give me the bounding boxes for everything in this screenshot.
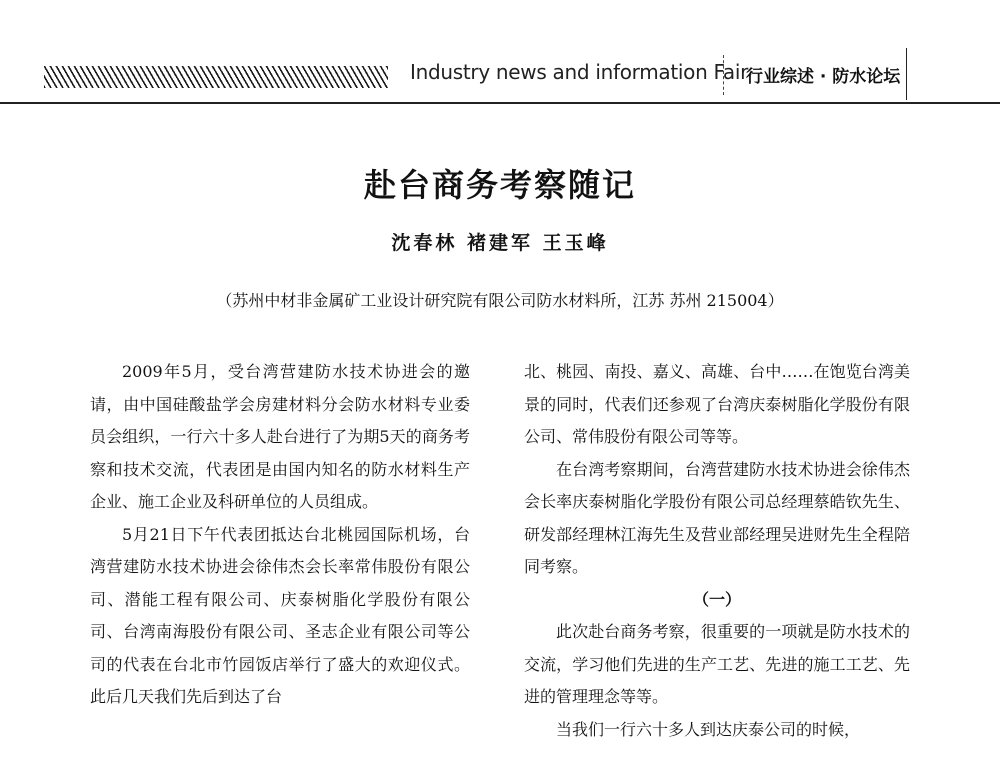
header-vertical-line [906,48,907,100]
body-left-column [90,356,470,714]
paragraph: 在台湾考察期间，台湾营建防水技术协进会徐伟杰会长率庆泰树脂化学股份有限公司总经理蔡皓钦先生、研发部经理林江海先生及营业部经理吴进财先生全程陪同考察。 [524,459,910,576]
paragraph: 当我们一行六十多人到达庆泰公司的时候， [556,719,861,739]
article-authors: 沈春林 褚建军 王玉峰 [391,232,609,254]
header-hatch-decoration [44,66,388,88]
journal-title: Industry news and information Fair [410,60,749,84]
paragraph: 5月21日下午代表团抵达台北桃园国际机场，台湾营建防水技术协进会徐伟杰会长率常伟股份有限公司、潜能工程有限公司、庆泰树脂化学股份有限公司、台湾南海股份有限公司、圣志企业有限公司等公司的代表在台北市竹园饭店举行了盛大的欢迎仪式。此后几天我们先后到达了台 [90,524,470,706]
header-rule [0,102,1000,104]
paragraph: 此次赴台商务考察，很重要的一项就是防水技术的交流，学习他们先进的生产工艺、先进的施工工艺、先进的管理理念等等。 [524,622,910,706]
paragraph: 北、桃园、南投、嘉义、高雄、台中……在饱览台湾美景的同时，代表们还参观了台湾庆泰树脂化学股份有限公司、常伟股份有限公司等等。 [524,362,910,446]
paragraph: 2009年5月，受台湾营建防水技术协进会的邀请，由中国硅酸盐学会房建材料分会防水材料专业委员会组织，一行六十多人赴台进行了为期5天的商务考察和技术交流，代表团是由国内知名的防水材料生产企业、施工企业及科研单位的人员组成。 [90,362,470,511]
header-dashed-divider [723,55,724,95]
body-right-column [524,356,910,746]
article-title: 赴台商务考察随记 [363,166,636,204]
section-subheading: （一） [692,589,741,609]
section-label: 行业综述 · 防水论坛 [746,67,901,87]
article-affiliation: （苏州中材非金属矿工业设计研究院有限公司防水材料所，江苏 苏州 215004） [216,291,784,310]
